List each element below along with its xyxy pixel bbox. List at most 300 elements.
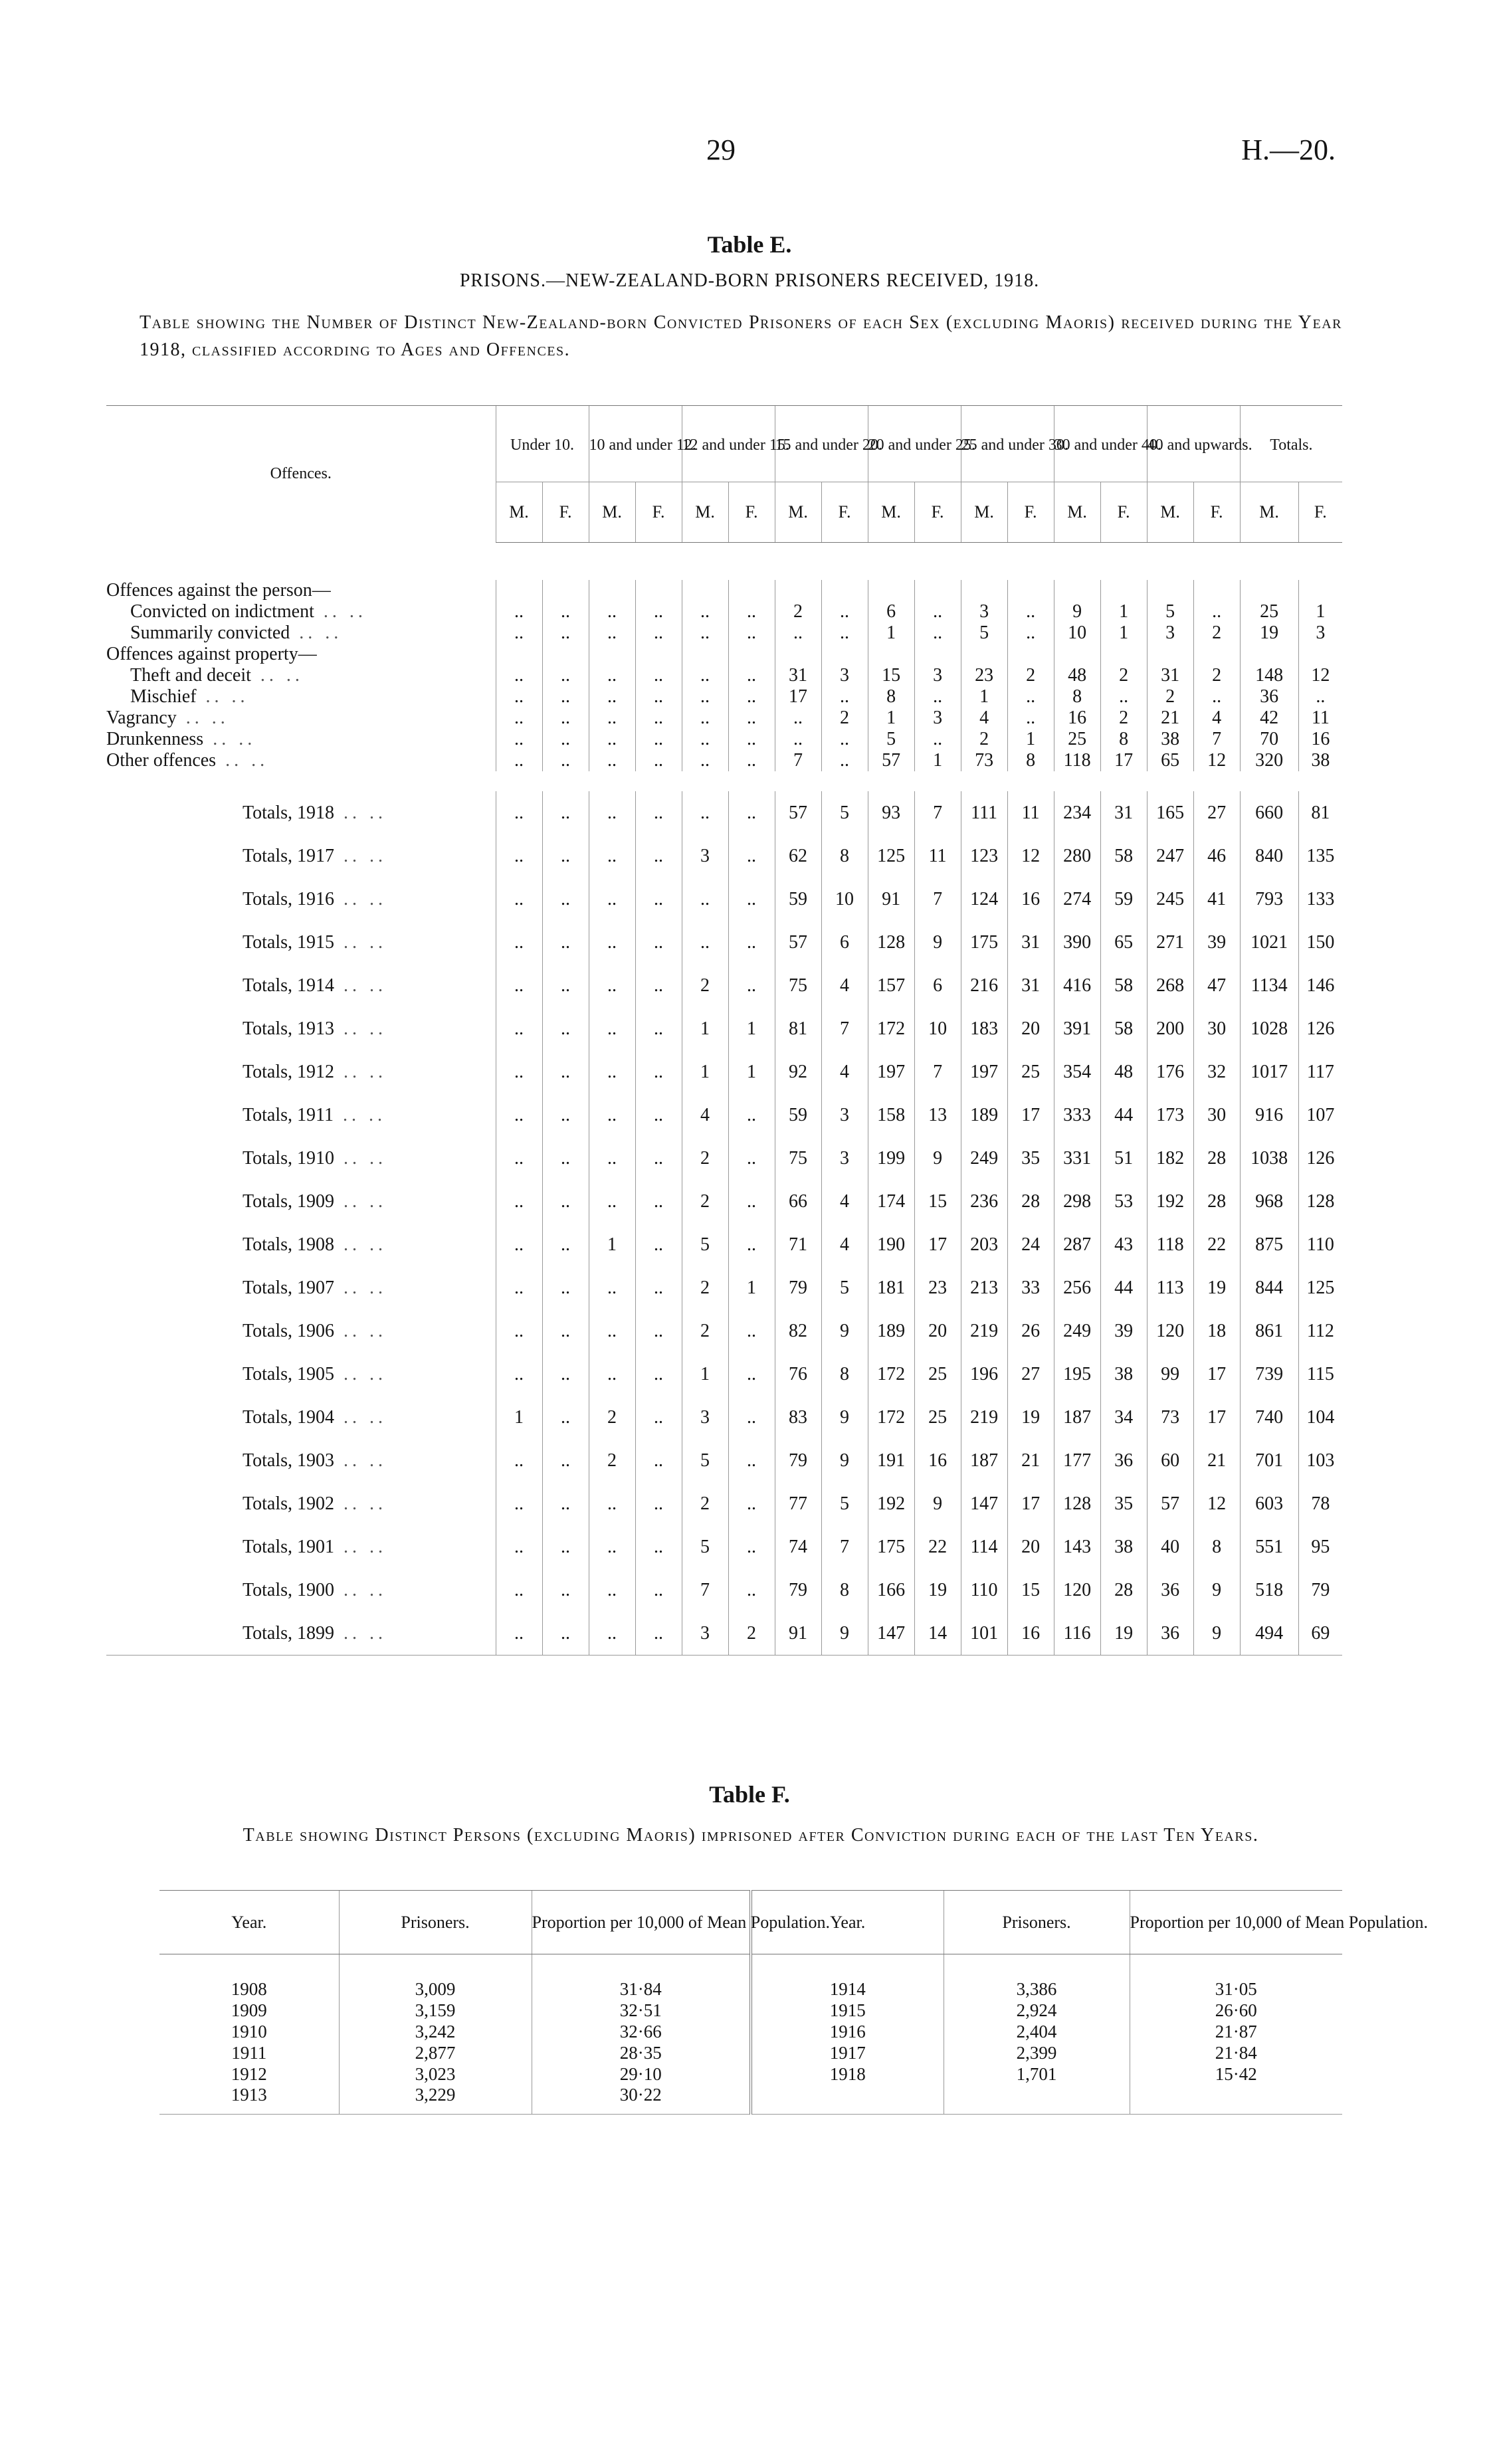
- data-cell: 1134: [1240, 964, 1298, 1007]
- data-cell: 43: [1100, 1223, 1147, 1266]
- offence-row: [106, 601, 1342, 622]
- data-cell: ..: [496, 750, 542, 771]
- data-cell: 17: [1193, 1353, 1240, 1396]
- data-cell: 551: [1240, 1525, 1298, 1568]
- data-cell: 57: [775, 791, 821, 834]
- table-row: [159, 2042, 1342, 2063]
- data-cell: 298: [1054, 1180, 1100, 1223]
- data-cell: 25: [1054, 729, 1100, 750]
- data-cell: 12: [1193, 750, 1240, 771]
- data-cell: 5: [821, 1482, 868, 1525]
- data-cell: 1: [728, 1266, 775, 1309]
- data-cell: 287: [1054, 1223, 1100, 1266]
- prisoners-cell: 2,404: [944, 2021, 1130, 2042]
- data-cell: ..: [542, 1093, 589, 1137]
- data-cell: ..: [728, 686, 775, 708]
- data-cell: [635, 580, 682, 601]
- totals-row: [106, 1093, 1342, 1137]
- data-cell: ..: [728, 1353, 775, 1396]
- data-cell: 19: [1007, 1396, 1054, 1439]
- data-cell: ..: [542, 1525, 589, 1568]
- data-cell: 7: [1193, 729, 1240, 750]
- data-cell: 3: [1147, 622, 1193, 644]
- data-cell: ..: [728, 1482, 775, 1525]
- data-cell: 3: [682, 1612, 728, 1656]
- data-cell: 91: [868, 878, 914, 921]
- data-cell: 11: [1007, 791, 1054, 834]
- data-cell: [961, 644, 1007, 665]
- data-cell: ..: [496, 1525, 542, 1568]
- data-cell: ..: [635, 1137, 682, 1180]
- data-cell: 10: [1054, 622, 1100, 644]
- data-cell: ..: [589, 834, 635, 878]
- data-cell: ..: [496, 622, 542, 644]
- data-cell: 739: [1240, 1353, 1298, 1396]
- data-cell: 16: [1054, 708, 1100, 729]
- age-group-header: Under 10.: [496, 406, 589, 482]
- data-cell: 38: [1298, 750, 1342, 771]
- data-cell: 2: [682, 1137, 728, 1180]
- data-cell: 128: [1298, 1180, 1342, 1223]
- data-cell: 165: [1147, 791, 1193, 834]
- data-cell: 157: [868, 964, 914, 1007]
- leader-dots: .. ..: [344, 931, 387, 953]
- data-cell: 603: [1240, 1482, 1298, 1525]
- data-cell: ..: [635, 1223, 682, 1266]
- data-cell: 16: [1007, 878, 1054, 921]
- table-row: [159, 1978, 1342, 2000]
- data-cell: [496, 644, 542, 665]
- data-cell: 320: [1240, 750, 1298, 771]
- data-cell: ..: [635, 1309, 682, 1353]
- leader-dots: .. ..: [205, 686, 249, 707]
- data-cell: 216: [961, 964, 1007, 1007]
- data-cell: 48: [1100, 1050, 1147, 1093]
- year-cell: 1915: [751, 2000, 944, 2021]
- data-cell: 66: [775, 1180, 821, 1223]
- leader-dots: .. ..: [344, 1018, 387, 1039]
- data-cell: 25: [1007, 1050, 1054, 1093]
- data-cell: 31: [1007, 921, 1054, 964]
- data-cell: ..: [728, 729, 775, 750]
- data-cell: [821, 644, 868, 665]
- data-cell: ..: [635, 1050, 682, 1093]
- data-cell: 172: [868, 1353, 914, 1396]
- data-cell: ..: [728, 964, 775, 1007]
- totals-row: [106, 1612, 1342, 1656]
- data-cell: ..: [1007, 686, 1054, 708]
- data-cell: ..: [542, 729, 589, 750]
- data-cell: [1298, 580, 1342, 601]
- data-cell: ..: [635, 1180, 682, 1223]
- data-cell: 192: [868, 1482, 914, 1525]
- data-cell: ..: [635, 1266, 682, 1309]
- data-cell: 190: [868, 1223, 914, 1266]
- data-cell: 3: [682, 834, 728, 878]
- data-cell: ..: [821, 750, 868, 771]
- data-cell: ..: [496, 1353, 542, 1396]
- table-e-caption: Table showing the Number of Distinct New-Zealand-born Convicted Prisoners of each Sex (excluding Maoris) received during the Year 1918, classified according to Ages and Offences.: [140, 312, 1342, 360]
- data-cell: 22: [914, 1525, 961, 1568]
- data-cell: ..: [728, 665, 775, 686]
- leader-dots: .. ..: [225, 750, 269, 771]
- data-cell: ..: [682, 686, 728, 708]
- data-cell: ..: [542, 1353, 589, 1396]
- data-cell: 4: [682, 1093, 728, 1137]
- data-cell: ..: [496, 601, 542, 622]
- table-f-caption: Table showing Distinct Persons (excluding Maoris) imprisoned after Conviction during each of the last Ten Years.: [243, 1825, 1259, 1846]
- data-cell: 118: [1147, 1223, 1193, 1266]
- data-cell: 92: [775, 1050, 821, 1093]
- data-cell: 36: [1147, 1612, 1193, 1656]
- data-cell: 79: [775, 1266, 821, 1309]
- data-cell: ..: [496, 1223, 542, 1266]
- data-cell: 5: [682, 1525, 728, 1568]
- data-cell: ..: [496, 686, 542, 708]
- data-cell: ..: [635, 964, 682, 1007]
- data-cell: 123: [961, 834, 1007, 878]
- data-cell: 93: [868, 791, 914, 834]
- data-cell: 9: [821, 1309, 868, 1353]
- totals-row: [106, 1439, 1342, 1482]
- data-cell: 8: [868, 686, 914, 708]
- leader-dots: .. ..: [343, 1104, 386, 1125]
- data-cell: 36: [1100, 1439, 1147, 1482]
- prisoners-cell: 3,009: [339, 1978, 532, 2000]
- data-cell: 875: [1240, 1223, 1298, 1266]
- data-cell: 32: [1193, 1050, 1240, 1093]
- data-cell: ..: [542, 1612, 589, 1656]
- totals-row: [106, 1050, 1342, 1093]
- data-cell: ..: [589, 1353, 635, 1396]
- data-cell: 65: [1100, 921, 1147, 964]
- data-cell: 59: [775, 878, 821, 921]
- data-cell: [1240, 580, 1298, 601]
- data-cell: 20: [1007, 1525, 1054, 1568]
- data-cell: 8: [821, 834, 868, 878]
- data-cell: ..: [682, 729, 728, 750]
- data-cell: [1054, 580, 1100, 601]
- data-cell: ..: [635, 1007, 682, 1050]
- data-cell: 1: [1298, 601, 1342, 622]
- data-cell: ..: [496, 1612, 542, 1656]
- data-cell: ..: [1007, 622, 1054, 644]
- prisoners-cell: 3,023: [339, 2063, 532, 2085]
- totals-year-label: Totals, 1914 .. ..: [243, 975, 387, 996]
- data-cell: 3: [961, 601, 1007, 622]
- data-cell: 7: [914, 878, 961, 921]
- prisoners-cell: 3,229: [339, 2085, 532, 2115]
- data-cell: ..: [542, 1007, 589, 1050]
- data-cell: 183: [961, 1007, 1007, 1050]
- data-cell: 331: [1054, 1137, 1100, 1180]
- data-cell: 12: [1298, 665, 1342, 686]
- data-cell: [1100, 644, 1147, 665]
- data-cell: 793: [1240, 878, 1298, 921]
- data-cell: 77: [775, 1482, 821, 1525]
- proportion-header: Proportion per 10,000 of Mean Population.: [1130, 1891, 1342, 1954]
- data-cell: ..: [496, 878, 542, 921]
- leader-dots: .. ..: [344, 1579, 387, 1600]
- data-cell: 58: [1100, 964, 1147, 1007]
- data-cell: 187: [1054, 1396, 1100, 1439]
- year-cell: 1917: [751, 2042, 944, 2063]
- data-cell: 861: [1240, 1309, 1298, 1353]
- offence-row: [106, 708, 1342, 729]
- female-column-header: F.: [914, 482, 961, 543]
- data-cell: ..: [496, 1266, 542, 1309]
- data-cell: 73: [1147, 1396, 1193, 1439]
- data-cell: ..: [542, 1180, 589, 1223]
- offence-label: Vagrancy .. ..: [106, 708, 229, 728]
- leader-dots: .. ..: [344, 1622, 387, 1644]
- data-cell: 126: [1298, 1137, 1342, 1180]
- data-cell: ..: [589, 1180, 635, 1223]
- data-cell: 1: [961, 686, 1007, 708]
- data-cell: [961, 580, 1007, 601]
- totals-year-label: Totals, 1902 .. ..: [243, 1493, 387, 1514]
- data-cell: ..: [682, 791, 728, 834]
- data-cell: 5: [821, 1266, 868, 1309]
- data-cell: ..: [728, 791, 775, 834]
- data-cell: ..: [728, 622, 775, 644]
- data-cell: [1193, 644, 1240, 665]
- data-cell: 79: [775, 1568, 821, 1612]
- data-cell: 9: [914, 921, 961, 964]
- age-group-header: 20 and under 25.: [868, 406, 961, 482]
- data-cell: 4: [821, 1180, 868, 1223]
- data-cell: 4: [821, 964, 868, 1007]
- data-cell: 146: [1298, 964, 1342, 1007]
- leader-dots: .. ..: [344, 1406, 387, 1428]
- data-cell: 62: [775, 834, 821, 878]
- totals-year-label: Totals, 1918 .. ..: [243, 802, 387, 823]
- data-cell: 44: [1100, 1266, 1147, 1309]
- data-cell: ..: [1100, 686, 1147, 708]
- year-header: Year.: [751, 1891, 944, 1954]
- data-cell: ..: [542, 708, 589, 729]
- totals-row: [106, 1482, 1342, 1525]
- data-cell: 2: [1007, 665, 1054, 686]
- leader-dots: .. ..: [260, 665, 304, 686]
- data-cell: 1: [868, 708, 914, 729]
- data-cell: 35: [1100, 1482, 1147, 1525]
- male-column-header: M.: [1240, 482, 1298, 543]
- data-cell: 99: [1147, 1353, 1193, 1396]
- proportion-cell: 26·60: [1130, 2000, 1342, 2021]
- data-cell: ..: [1193, 601, 1240, 622]
- data-cell: 5: [1147, 601, 1193, 622]
- data-cell: 187: [961, 1439, 1007, 1482]
- data-cell: ..: [682, 622, 728, 644]
- male-column-header: M.: [1054, 482, 1100, 543]
- data-cell: 271: [1147, 921, 1193, 964]
- data-cell: 16: [914, 1439, 961, 1482]
- prisoners-cell: 3,386: [944, 1978, 1130, 2000]
- data-cell: 47: [1193, 964, 1240, 1007]
- data-cell: [589, 580, 635, 601]
- data-cell: ..: [589, 1568, 635, 1612]
- data-cell: 39: [1193, 921, 1240, 964]
- data-cell: 12: [1007, 834, 1054, 878]
- data-cell: 280: [1054, 834, 1100, 878]
- data-cell: 15: [868, 665, 914, 686]
- data-cell: ..: [496, 665, 542, 686]
- data-cell: 16: [1007, 1612, 1054, 1656]
- data-cell: ..: [682, 665, 728, 686]
- data-cell: ..: [496, 834, 542, 878]
- data-cell: 660: [1240, 791, 1298, 834]
- data-cell: 44: [1100, 1093, 1147, 1137]
- data-cell: 22: [1193, 1223, 1240, 1266]
- data-cell: 416: [1054, 964, 1100, 1007]
- data-cell: 58: [1100, 1007, 1147, 1050]
- data-cell: 135: [1298, 834, 1342, 878]
- data-cell: ..: [589, 665, 635, 686]
- totals-row: [106, 1309, 1342, 1353]
- data-cell: ..: [542, 601, 589, 622]
- data-cell: 143: [1054, 1525, 1100, 1568]
- prisoners-cell: [944, 2085, 1130, 2115]
- prisoners-header: Prisoners.: [339, 1891, 532, 1954]
- data-cell: 9: [821, 1439, 868, 1482]
- data-cell: 196: [961, 1353, 1007, 1396]
- data-cell: 189: [961, 1093, 1007, 1137]
- data-cell: 20: [1007, 1007, 1054, 1050]
- data-cell: [1007, 580, 1054, 601]
- female-column-header: F.: [821, 482, 868, 543]
- data-cell: ..: [496, 1007, 542, 1050]
- leader-dots: .. ..: [344, 1277, 387, 1298]
- female-column-header: F.: [1193, 482, 1240, 543]
- data-cell: 234: [1054, 791, 1100, 834]
- data-cell: [1298, 644, 1342, 665]
- data-cell: 3: [821, 1093, 868, 1137]
- data-cell: 71: [775, 1223, 821, 1266]
- totals-year-label: Totals, 1909 .. ..: [243, 1190, 387, 1212]
- data-cell: 91: [775, 1612, 821, 1656]
- data-cell: ..: [682, 878, 728, 921]
- data-cell: 133: [1298, 878, 1342, 921]
- data-cell: ..: [496, 964, 542, 1007]
- leader-dots: .. ..: [185, 708, 229, 728]
- table-row: [159, 2085, 1342, 2115]
- data-cell: ..: [589, 622, 635, 644]
- proportion-cell: 15·42: [1130, 2063, 1342, 2085]
- data-cell: 203: [961, 1223, 1007, 1266]
- data-cell: 172: [868, 1396, 914, 1439]
- data-cell: ..: [496, 1568, 542, 1612]
- data-cell: 175: [868, 1525, 914, 1568]
- data-cell: 70: [1240, 729, 1298, 750]
- data-cell: [542, 580, 589, 601]
- data-cell: 28: [1193, 1137, 1240, 1180]
- year-cell: 1910: [231, 2021, 267, 2041]
- leader-dots: .. ..: [344, 1363, 387, 1384]
- data-cell: 104: [1298, 1396, 1342, 1439]
- data-cell: 24: [1007, 1223, 1054, 1266]
- offence-label: Mischief .. ..: [130, 686, 249, 707]
- data-cell: 1: [728, 1007, 775, 1050]
- data-cell: 8: [1054, 686, 1100, 708]
- data-cell: 249: [961, 1137, 1007, 1180]
- data-cell: 2: [1193, 622, 1240, 644]
- data-cell: 12: [1193, 1482, 1240, 1525]
- data-cell: 59: [1100, 878, 1147, 921]
- data-cell: 199: [868, 1137, 914, 1180]
- totals-year-label: Totals, 1904 .. ..: [243, 1406, 387, 1428]
- data-cell: 17: [1007, 1482, 1054, 1525]
- data-cell: ..: [589, 1093, 635, 1137]
- data-cell: 2: [1100, 708, 1147, 729]
- data-cell: 1: [1100, 622, 1147, 644]
- data-cell: ..: [496, 1482, 542, 1525]
- data-cell: 5: [868, 729, 914, 750]
- totals-row: [106, 834, 1342, 878]
- data-cell: ..: [728, 1180, 775, 1223]
- totals-year-label: Totals, 1907 .. ..: [243, 1277, 387, 1298]
- data-cell: ..: [821, 601, 868, 622]
- data-cell: [868, 644, 914, 665]
- data-cell: 740: [1240, 1396, 1298, 1439]
- data-cell: ..: [589, 750, 635, 771]
- data-cell: ..: [496, 1137, 542, 1180]
- data-cell: 219: [961, 1396, 1007, 1439]
- data-cell: 9: [821, 1396, 868, 1439]
- data-cell: 7: [821, 1007, 868, 1050]
- data-cell: 8: [821, 1353, 868, 1396]
- totals-year-label: Totals, 1905 .. ..: [243, 1363, 387, 1384]
- data-cell: 2: [961, 729, 1007, 750]
- data-cell: 10: [914, 1007, 961, 1050]
- data-cell: 2: [1100, 665, 1147, 686]
- data-cell: 21: [1007, 1439, 1054, 1482]
- data-cell: ..: [914, 601, 961, 622]
- year-cell: 1918: [751, 2063, 944, 2085]
- female-column-header: F.: [728, 482, 775, 543]
- data-cell: ..: [635, 921, 682, 964]
- data-cell: ..: [542, 1568, 589, 1612]
- data-cell: 17: [775, 686, 821, 708]
- data-cell: 16: [1298, 729, 1342, 750]
- data-cell: 968: [1240, 1180, 1298, 1223]
- prisoners-header: Prisoners.: [944, 1891, 1130, 1954]
- offence-label: Theft and deceit .. ..: [130, 665, 304, 686]
- data-cell: 20: [914, 1309, 961, 1353]
- leader-dots: .. ..: [344, 1147, 387, 1169]
- female-column-header: F.: [542, 482, 589, 543]
- totals-year-label: Totals, 1910 .. ..: [243, 1147, 387, 1169]
- data-cell: 2: [682, 1309, 728, 1353]
- year-cell: 1912: [231, 2063, 267, 2084]
- data-cell: 11: [1298, 708, 1342, 729]
- data-cell: ..: [635, 1439, 682, 1482]
- offence-label: Offences against the person—: [106, 580, 331, 601]
- data-cell: 333: [1054, 1093, 1100, 1137]
- data-cell: 8: [821, 1568, 868, 1612]
- data-cell: 1028: [1240, 1007, 1298, 1050]
- proportion-cell: [1130, 2085, 1342, 2115]
- data-cell: 7: [914, 791, 961, 834]
- data-cell: ..: [589, 1612, 635, 1656]
- data-cell: 113: [1147, 1266, 1193, 1309]
- data-cell: ..: [589, 921, 635, 964]
- data-cell: [821, 580, 868, 601]
- data-cell: 8: [1193, 1525, 1240, 1568]
- data-cell: 174: [868, 1180, 914, 1223]
- leader-dots: .. ..: [344, 975, 387, 996]
- data-cell: 11: [914, 834, 961, 878]
